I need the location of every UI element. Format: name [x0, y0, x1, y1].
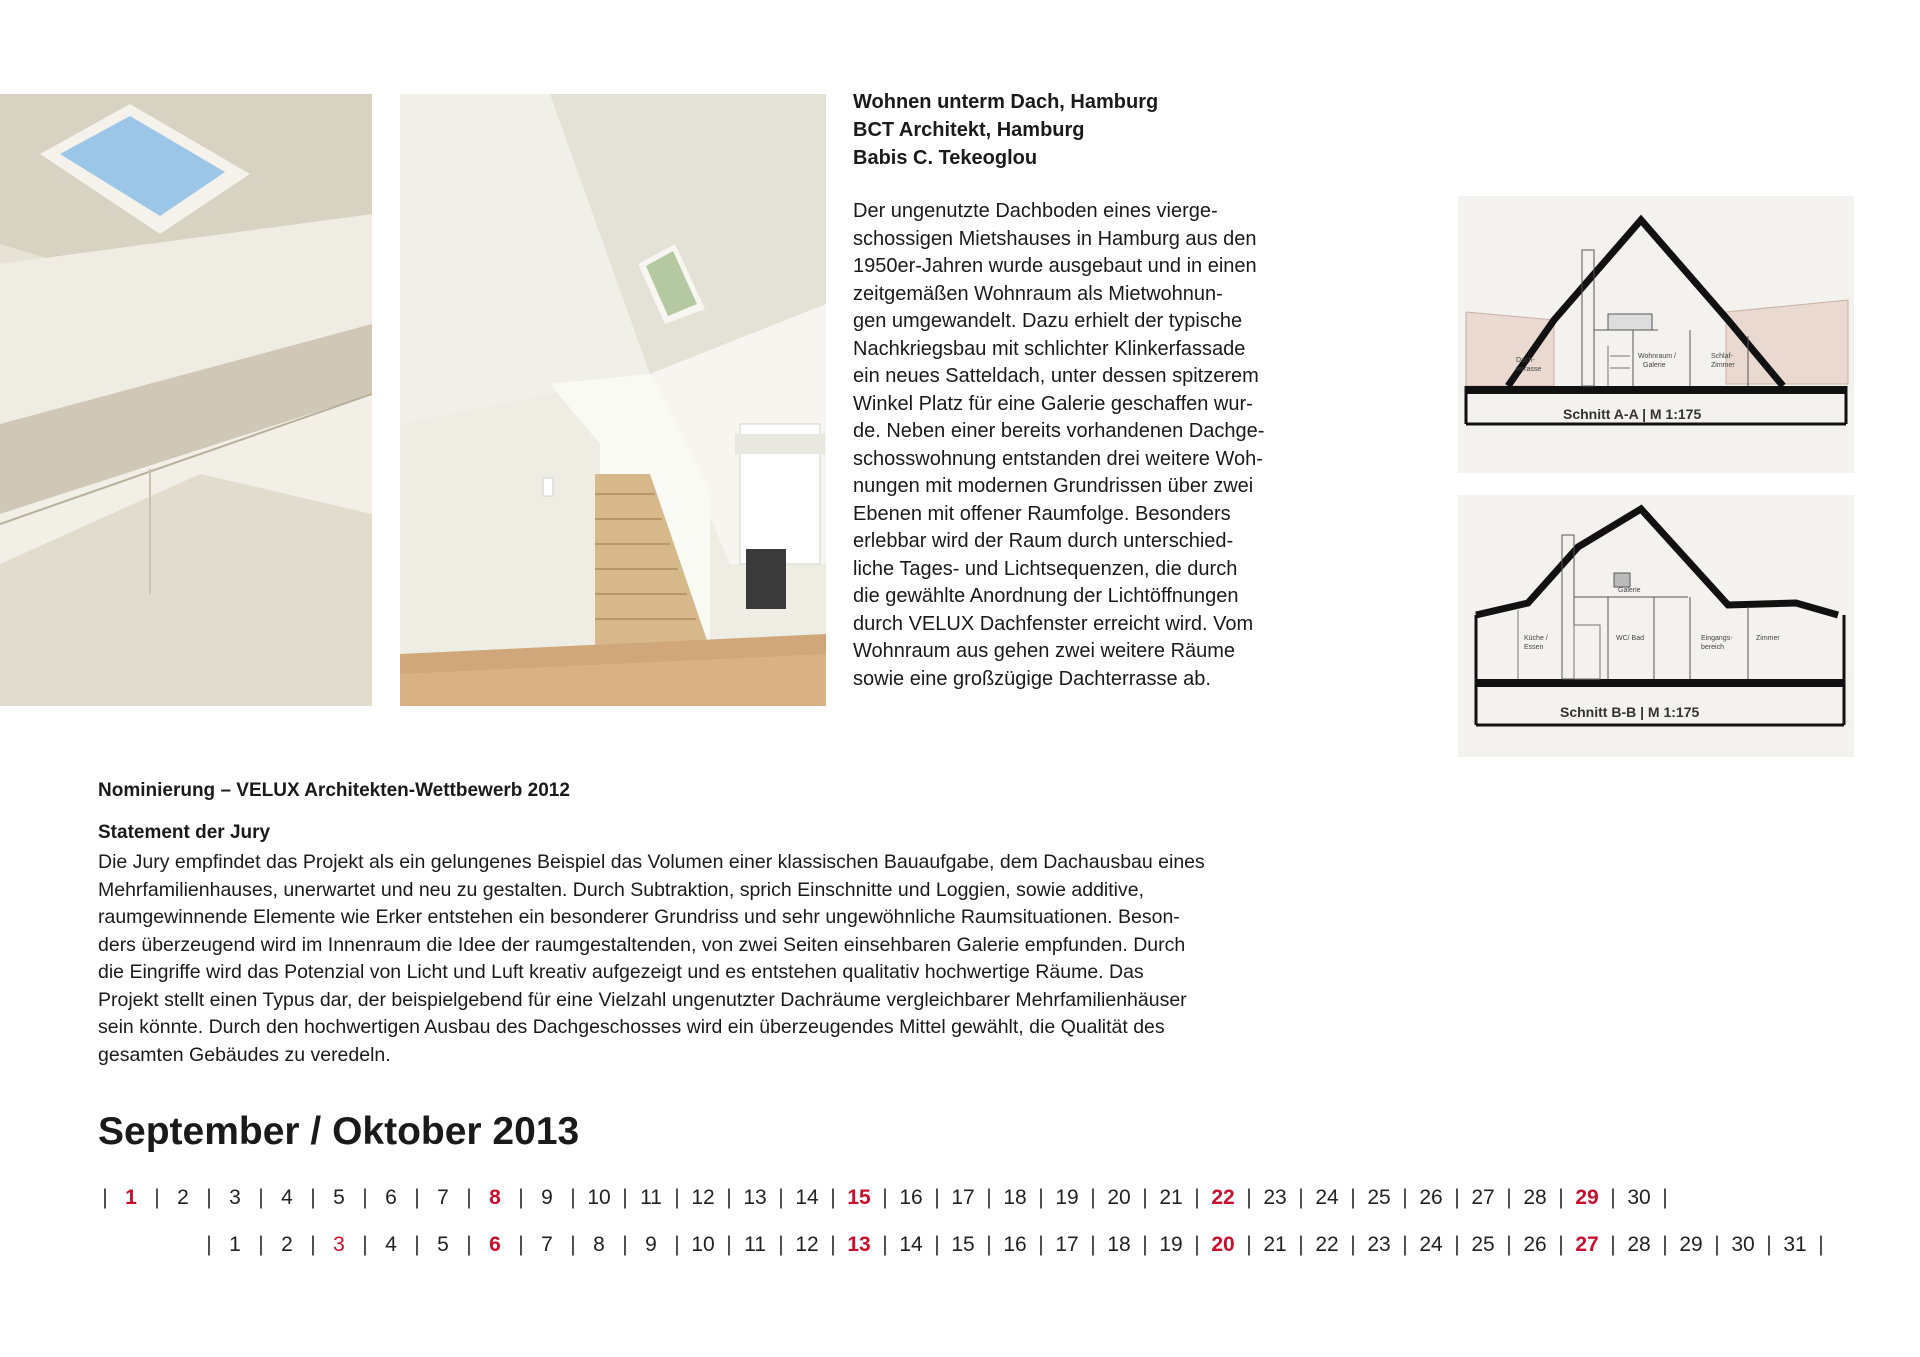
calendar-separator: | [1662, 1186, 1668, 1209]
calendar-day: 3 [333, 1233, 345, 1256]
jury-title: Statement der Jury [98, 822, 271, 843]
section-drawing-a-a [1458, 196, 1854, 473]
calendar-separator: | [466, 1186, 472, 1209]
calendar-day: 16 [899, 1186, 923, 1209]
calendar-separator: | [1350, 1186, 1356, 1209]
calendar-separator: | [1610, 1233, 1616, 1256]
calendar-separator: | [1506, 1233, 1512, 1256]
calendar-separator: | [1194, 1233, 1200, 1256]
calendar-separator: | [726, 1233, 732, 1256]
calendar-separator: | [1038, 1186, 1044, 1209]
section-aa-room-3: Wohnraum / [1638, 353, 1676, 360]
calendar-day: 9 [541, 1186, 553, 1209]
calendar-day: 13 [743, 1186, 767, 1209]
calendar-day: 11 [640, 1186, 662, 1209]
calendar-day: 28 [1523, 1186, 1547, 1209]
jury-line: sein könnte. Durch den hochwertigen Ausbau des Dachgeschosses wird ein überzeugendes Mittel gewählt, die Qualität des [98, 1016, 1165, 1038]
calendar-separator: | [1090, 1186, 1096, 1209]
calendar-day: 2 [177, 1186, 189, 1209]
calendar-separator: | [986, 1233, 992, 1256]
calendar-separator: | [1298, 1233, 1304, 1256]
calendar-day: 1 [229, 1233, 241, 1256]
calendar-day: 19 [1055, 1186, 1079, 1209]
calendar-separator: | [1558, 1233, 1564, 1256]
calendar-separator: | [778, 1233, 784, 1256]
calendar-separator: | [1194, 1186, 1200, 1209]
calendar-day: 1 [125, 1186, 137, 1209]
calendar-separator: | [1402, 1233, 1408, 1256]
section-aa-room-2: terrasse [1516, 366, 1542, 373]
calendar-separator: | [102, 1186, 108, 1209]
calendar-separator: | [1506, 1186, 1512, 1209]
calendar-separator: | [1662, 1233, 1668, 1256]
description-line: Wohnraum aus gehen zwei weitere Räume [853, 640, 1236, 662]
calendar-day: 6 [489, 1233, 501, 1256]
calendar-day: 24 [1419, 1233, 1443, 1256]
jury-line: Die Jury empfindet das Projekt als ein gelungenes Beispiel das Volumen einer klassischen Bauaufgabe, dem Dachausbau eines [98, 851, 1205, 873]
calendar-separator: | [570, 1186, 576, 1209]
calendar-day: 17 [1055, 1233, 1079, 1256]
calendar-day: 2 [281, 1233, 293, 1256]
calendar-separator: | [310, 1233, 316, 1256]
calendar-day: 23 [1367, 1233, 1391, 1256]
calendar-separator: | [830, 1233, 836, 1256]
calendar-separator: | [882, 1186, 888, 1209]
calendar-separator: | [206, 1233, 212, 1256]
section-bb-room-7: Zimmer [1756, 635, 1780, 642]
section-bb-room-4: WC/ Bad [1616, 635, 1645, 642]
calendar-day: 22 [1315, 1233, 1339, 1256]
calendar-day: 27 [1471, 1186, 1495, 1209]
calendar-separator: | [1818, 1233, 1824, 1256]
calendar-day: 30 [1731, 1233, 1755, 1256]
section-bb-room-6: bereich [1701, 644, 1724, 651]
calendar-separator: | [1558, 1186, 1564, 1209]
calendar-separator: | [1350, 1233, 1356, 1256]
section-bb-caption: Schnitt B-B | M 1:175 [1560, 704, 1700, 720]
calendar-row-october [200, 1233, 1830, 1257]
calendar-day: 25 [1471, 1233, 1495, 1256]
calendar-separator: | [310, 1186, 316, 1209]
calendar-separator: | [882, 1233, 888, 1256]
description-line: Nachkriegsbau mit schlichter Klinkerfassade [853, 337, 1246, 360]
jury-line: die Eingriffe wird das Potenzial von Licht und Luft kreativ aufgezeigt und es entstehen qualitativ hochwertige Räume. Das [98, 961, 1144, 983]
calendar-separator: | [1766, 1233, 1772, 1256]
calendar-separator: | [1090, 1233, 1096, 1256]
section-aa-room-5: Schlaf- [1711, 353, 1733, 360]
calendar-day: 22 [1211, 1186, 1235, 1209]
jury-line: gesamten Gebäudes zu veredeln. [98, 1043, 391, 1066]
calendar-day: 30 [1627, 1186, 1651, 1209]
calendar-separator: | [154, 1186, 160, 1209]
calendar-separator: | [1714, 1233, 1720, 1256]
section-aa-room-6: Zimmer [1711, 362, 1735, 369]
description-line: 1950er-Jahren wurde ausgebaut und in einen [853, 255, 1257, 277]
project-architect: BCT Architekt, Hamburg [853, 119, 1085, 141]
calendar-separator: | [362, 1186, 368, 1209]
calendar-separator: | [934, 1233, 940, 1256]
calendar-separator: | [362, 1233, 368, 1256]
calendar-separator: | [1454, 1186, 1460, 1209]
calendar-separator: | [1454, 1233, 1460, 1256]
calendar-separator: | [1402, 1186, 1408, 1209]
calendar-separator: | [778, 1186, 784, 1209]
description-line: Winkel Platz für eine Galerie geschaffen wur- [853, 392, 1253, 415]
calendar-separator: | [622, 1186, 628, 1209]
description-line: schossigen Mietshauses in Hamburg aus den [853, 227, 1257, 250]
calendar-day: 18 [1107, 1233, 1131, 1256]
calendar-separator: | [518, 1186, 524, 1209]
calendar-separator: | [1142, 1186, 1148, 1209]
calendar-day: 28 [1627, 1233, 1651, 1256]
photo-staircase [400, 94, 826, 706]
calendar-day: 4 [281, 1186, 293, 1209]
calendar-separator: | [206, 1186, 212, 1209]
calendar-day: 7 [437, 1186, 449, 1209]
calendar-day: 10 [691, 1233, 715, 1256]
description-line: liche Tages- und Lichtsequenzen, die durch [853, 557, 1238, 580]
calendar-day: 23 [1263, 1186, 1287, 1209]
calendar-day: 29 [1679, 1233, 1703, 1256]
calendar-day: 25 [1367, 1186, 1391, 1209]
calendar-day: 21 [1159, 1186, 1183, 1209]
section-aa-room-1: Dach- [1516, 357, 1535, 364]
calendar-separator: | [518, 1233, 524, 1256]
section-aa-room-4: Galerie [1643, 362, 1666, 369]
description-line: die gewählte Anordnung der Lichtöffnungen [853, 585, 1239, 607]
description-line: zeitgemäßen Wohnraum als Mietwohnun- [853, 282, 1223, 305]
calendar-day: 19 [1159, 1233, 1183, 1256]
description-line: ein neues Satteldach, unter dessen spitzerem [853, 365, 1259, 387]
calendar-day: 16 [1003, 1233, 1027, 1256]
calendar-day: 15 [847, 1186, 871, 1209]
calendar-day: 29 [1575, 1186, 1599, 1209]
calendar-separator: | [1610, 1186, 1616, 1209]
section-drawing-b-b [1458, 495, 1854, 757]
calendar-day: 8 [593, 1233, 605, 1256]
calendar-day: 24 [1315, 1186, 1339, 1209]
calendar-separator: | [258, 1233, 264, 1256]
project-description [853, 198, 1295, 693]
calendar-day: 12 [795, 1233, 819, 1256]
section-bb-room-2: Küche / [1524, 635, 1548, 642]
calendar-day: 26 [1523, 1233, 1547, 1256]
calendar-separator: | [414, 1233, 420, 1256]
project-title: Wohnen unterm Dach, Hamburg [853, 91, 1159, 113]
calendar-day: 8 [489, 1186, 501, 1209]
section-bb-room-3: Essen [1524, 644, 1544, 651]
calendar-day: 27 [1575, 1233, 1599, 1256]
section-bb-room-5: Eingangs- [1701, 635, 1733, 642]
jury-line: Mehrfamilienhauses, unerwartet und neu zu gestalten. Durch Subtraktion, sprich Einschnitte und Loggien, sowie additive, [98, 878, 1145, 901]
description-line: de. Neben einer bereits vorhandenen Dachge- [853, 420, 1265, 442]
calendar-day: 7 [541, 1233, 553, 1256]
description-line: gen umgewandelt. Dazu erhielt der typische [853, 310, 1243, 332]
description-line: schosswohnung entstanden drei weitere Woh- [853, 447, 1263, 470]
description-line: Der ungenutzte Dachboden eines vierge- [853, 200, 1218, 222]
jury-line: raumgewinnende Elemente wie Erker entstehen ein besonderer Grundriss und sehr ungewöhnliche Raumsituationen. Beson- [98, 906, 1180, 928]
description-line: durch VELUX Dachfenster erreicht wird. Vom [853, 612, 1254, 635]
calendar-separator: | [726, 1186, 732, 1209]
calendar-day: 6 [385, 1186, 397, 1209]
section-bb-room-1: Galerie [1618, 587, 1641, 594]
calendar-day: 21 [1263, 1233, 1287, 1256]
calendar-separator: | [1246, 1233, 1252, 1256]
project-person: Babis C. Tekeoglou [853, 147, 1038, 169]
calendar-day: 26 [1419, 1186, 1443, 1209]
jury-line: ders überzeugend wird im Innenraum die Idee der raumgestaltenden, von zwei Seiten einsehbaren Galerie empfunden. Durch [98, 933, 1186, 956]
calendar-day: 5 [333, 1186, 345, 1209]
calendar-day: 18 [1003, 1186, 1027, 1209]
calendar-day: 4 [385, 1233, 397, 1256]
description-line: sowie eine großzügige Dachterrasse ab. [853, 667, 1211, 690]
calendar-day: 11 [744, 1233, 766, 1256]
calendar-day: 10 [587, 1186, 611, 1209]
calendar-day: 12 [691, 1186, 715, 1209]
calendar-separator: | [674, 1186, 680, 1209]
project-heading [853, 88, 1293, 172]
calendar-separator: | [830, 1186, 836, 1209]
calendar-day: 17 [951, 1186, 975, 1209]
calendar-separator: | [622, 1233, 628, 1256]
calendar-separator: | [1246, 1186, 1252, 1209]
calendar-separator: | [934, 1186, 940, 1209]
calendar-day: 13 [847, 1233, 871, 1256]
calendar-day: 31 [1783, 1233, 1807, 1256]
calendar-day: 14 [899, 1233, 923, 1256]
calendar-day: 9 [645, 1233, 657, 1256]
calendar-separator: | [570, 1233, 576, 1256]
calendar-separator: | [1142, 1233, 1148, 1256]
calendar-title: September / Oktober 2013 [98, 1110, 580, 1153]
section-aa-caption: Schnitt A-A | M 1:175 [1563, 406, 1702, 422]
jury-statement [98, 849, 1298, 1069]
calendar-separator: | [674, 1233, 680, 1256]
calendar-day: 5 [437, 1233, 449, 1256]
description-line: erlebbar wird der Raum durch unterschied- [853, 530, 1234, 552]
calendar-day: 15 [951, 1233, 975, 1256]
calendar-row-september [96, 1186, 1674, 1210]
calendar-separator: | [466, 1233, 472, 1256]
calendar-day: 3 [229, 1186, 241, 1209]
description-line: nungen mit modernen Grundrissen über zwei [853, 475, 1254, 497]
calendar-day: 20 [1211, 1233, 1235, 1256]
photo-skylights [0, 94, 372, 706]
calendar-separator: | [1038, 1233, 1044, 1256]
calendar-separator: | [1298, 1186, 1304, 1209]
description-line: Ebenen mit offener Raumfolge. Besonders [853, 502, 1231, 525]
calendar-day: 20 [1107, 1186, 1131, 1209]
nomination-label: Nominierung – VELUX Architekten-Wettbewerb 2012 [98, 780, 570, 801]
calendar-separator: | [414, 1186, 420, 1209]
calendar-separator: | [986, 1186, 992, 1209]
jury-line: Projekt stellt einen Typus dar, der beispielgebend für eine Vielzahl ungenutzter Dachräume vergleichbarer Mehrfamilienhäuser [98, 988, 1187, 1011]
calendar-separator: | [258, 1186, 264, 1209]
calendar-day: 14 [795, 1186, 819, 1209]
